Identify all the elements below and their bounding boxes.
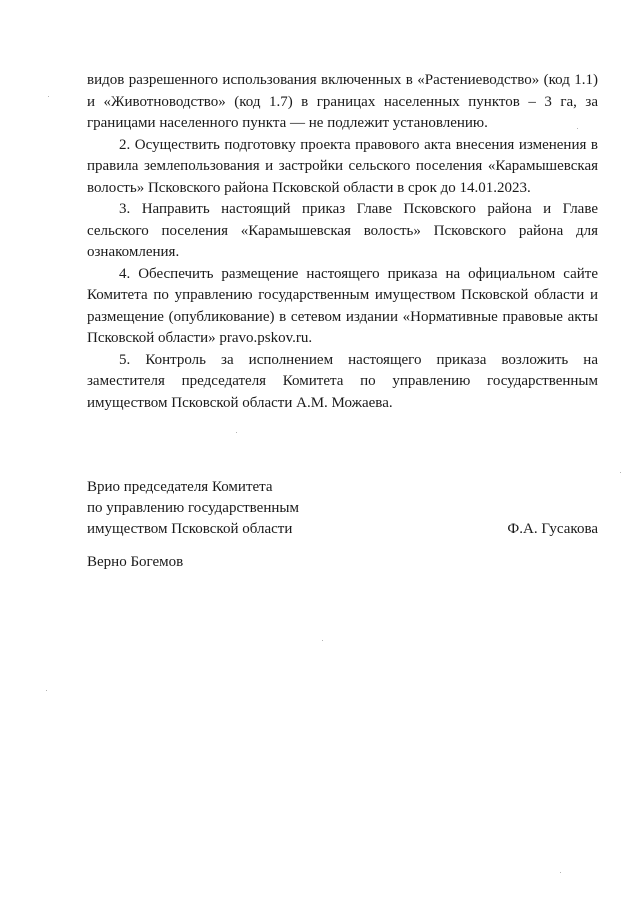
scan-speck bbox=[48, 96, 49, 97]
scan-speck bbox=[620, 472, 621, 473]
paragraph-continuation: видов разрешенного использования включенных в «Растениеводство» (код 1.1) и «Животноводство» (код 1.7) в границах населенных пунктов – 3 га, за границами населенного пункта — не подлежит установлению. bbox=[87, 72, 598, 131]
paragraph-item-5: 5. Контроль за исполнением настоящего приказа возложить на заместителя председателя Комитета по управлению государственным имуществом Псковской области А.М. Можаева. bbox=[87, 351, 598, 411]
signature-title-line-1: Врио председателя Комитета bbox=[87, 479, 273, 495]
paragraph-item-3: 3. Направить настоящий приказ Главе Псковского района и Главе сельского поселения «Карамышевская волость» Псковского района для ознакомления. bbox=[87, 201, 598, 260]
verno-note: Верно Богемов bbox=[87, 554, 184, 570]
scan-speck bbox=[322, 640, 323, 641]
paragraph-item-4: 4. Обеспечить размещение настоящего приказа на официальном сайте Комитета по управлению государственным имуществом Псковской области и размещение (опубликование) в сетевом издании «Нормативные правовые акты Псковской области» pravo.pskov.ru. bbox=[87, 265, 598, 346]
document-body bbox=[87, 70, 598, 414]
signature-title-line-3-row bbox=[87, 519, 598, 540]
scan-speck bbox=[560, 872, 561, 873]
signature-title-line-2: по управлению государственным bbox=[87, 500, 299, 516]
paragraph-item-2: 2. Осуществить подготовку проекта правового акта внесения изменения в правила землепользования и застройки сельского поселения «Карамышевская волость» Псковского района Псковской области в срок до 14.01.2023. bbox=[87, 136, 598, 196]
signature-block bbox=[87, 477, 598, 540]
scan-speck bbox=[236, 432, 237, 433]
signatory-name: Ф.А. Гусакова bbox=[507, 521, 598, 537]
signature-title-line-3: имуществом Псковской области bbox=[87, 521, 293, 537]
scan-speck bbox=[46, 690, 47, 691]
